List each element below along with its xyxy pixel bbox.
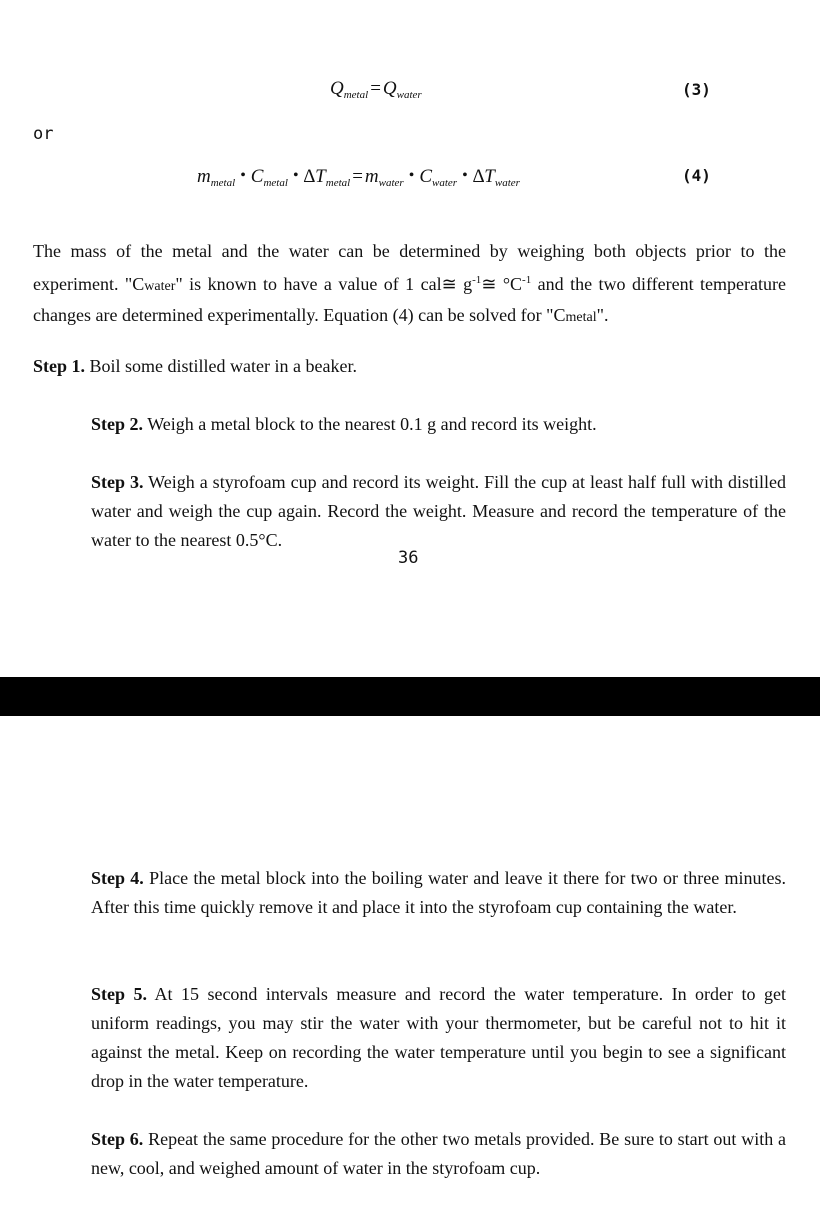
intro-paragraph: The mass of the metal and the water can be determined by weighing both objects prior to the experiment. "Cwater" is known to have a value of 1 cal≅ $g^{-1}≅$ $^\circ C^{-1}$ and the two different temperature changes are determined experimentally. Equation (4) can be solved for "Cmetal". — [33, 241, 786, 325]
or-connector: or — [33, 124, 54, 144]
equation-4: $m_{metal}$ • $C_{metal}$ • $\Delta T_{metal} = m_{water}$ • $C_{water}$ • $\Delta T_{water}$ — [197, 166, 520, 189]
step-2: Step 2. Weigh a metal block to the nearest 0.1 g and record its weight. — [91, 414, 597, 434]
equation-number-3: (3) — [682, 80, 711, 99]
page-number: 36 — [398, 548, 419, 568]
step-6: Step 6. Repeat the same procedure for the other two metals provided. Be sure to start out with a new, cool, and weighed amount of water in the styrofoam cup. — [91, 1129, 786, 1178]
equation-3: $Q_{metal} = Q_{water}$ — [330, 78, 422, 101]
equation-number-4: (4) — [682, 166, 711, 185]
step-4: Step 4. Place the metal block into the boiling water and leave it there for two or three minutes. After this time quickly remove it and place it into the styrofoam cup containing the water. — [91, 868, 786, 917]
page-break-bar — [0, 677, 820, 716]
step-5: Step 5. At 15 second intervals measure and record the water temperature. In order to get uniform readings, you may stir the water with your thermometer, but be careful not to hit it against the metal. Keep on recording the water temperature until you begin to see a significant drop in the water temperature. — [91, 984, 786, 1091]
step-1: Step 1. Boil some distilled water in a beaker. — [33, 356, 357, 376]
step-3: Step 3. Weigh a styrofoam cup and record its weight. Fill the cup at least half full with distilled water and weigh the cup again. Record the weight. Measure and record the temperature of the water to the nearest 0.5°C. — [91, 472, 786, 550]
